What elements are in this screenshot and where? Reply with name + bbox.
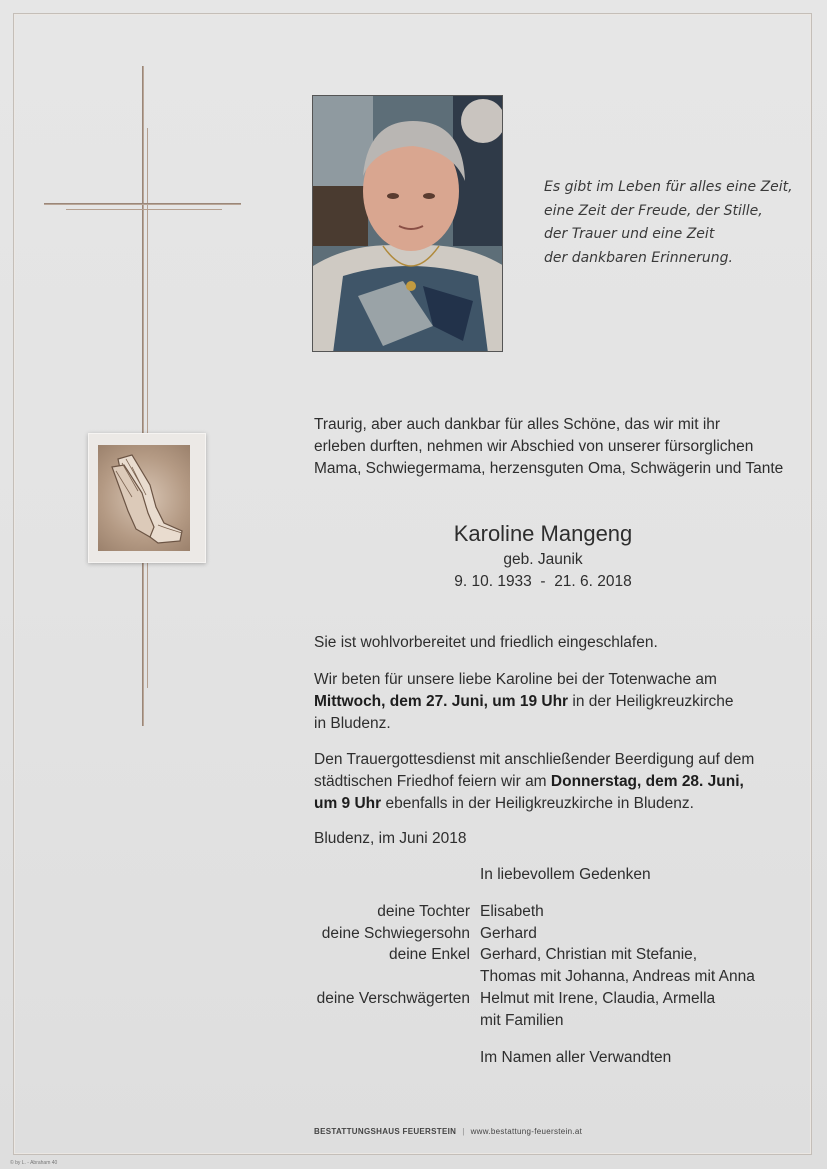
family-role: deine Tochter bbox=[377, 902, 470, 920]
family-opening-row bbox=[290, 864, 810, 886]
maiden-name: geb. Jaunik bbox=[503, 551, 583, 568]
funeral-date: Donnerstag, dem 28. Juni, bbox=[550, 773, 744, 790]
paragraph-funeral bbox=[314, 749, 784, 815]
intro-paragraph bbox=[314, 414, 784, 480]
quote-line: der Trauer und eine Zeit bbox=[544, 226, 715, 242]
image-credit: © by L. - Abraham 40 bbox=[10, 1160, 58, 1166]
footer bbox=[314, 1127, 582, 1136]
quote-line: der dankbaren Erinnerung. bbox=[544, 249, 733, 266]
funeral-time: um 9 Uhr bbox=[314, 795, 382, 812]
paragraph-text bbox=[314, 771, 784, 793]
family-names bbox=[480, 944, 755, 988]
cross-horizontal-line bbox=[44, 203, 241, 205]
place-date bbox=[314, 828, 784, 850]
intro-line: Traurig, aber auch dankbar für alles Schöne, das wir mit ihr bbox=[314, 416, 721, 433]
portrait-photo bbox=[312, 95, 503, 352]
cross-vertical-line bbox=[142, 66, 144, 726]
footer-separator: | bbox=[462, 1127, 465, 1136]
family-name-line: Gerhard, Christian mit Stefanie, bbox=[480, 946, 698, 964]
praying-hands-icon bbox=[98, 445, 190, 551]
paragraph-text: in Bludenz. bbox=[314, 715, 391, 732]
family-row bbox=[290, 944, 810, 988]
family-list bbox=[290, 864, 810, 1068]
cross-horizontal-line-inner bbox=[66, 209, 222, 210]
quote-line: eine Zeit der Freude, der Stille, bbox=[544, 202, 763, 219]
family-row bbox=[290, 988, 810, 1032]
cross-vertical-line-inner bbox=[147, 128, 148, 688]
paragraph-wake bbox=[314, 669, 784, 735]
wake-date: Mittwoch, dem 27. Juni, um 19 Uhr bbox=[314, 693, 569, 710]
family-names bbox=[480, 988, 715, 1032]
family-role: deine Verschwägerten bbox=[316, 989, 470, 1007]
deceased-name: Karoline Mangeng bbox=[453, 521, 633, 546]
paragraph-text: Sie ist wohlvorbereitet und friedlich eingeschlafen. bbox=[314, 634, 658, 651]
life-dates: 9. 10. 1933 - 21. 6. 2018 bbox=[454, 573, 632, 590]
family-name-line: Helmut mit Irene, Claudia, Armella bbox=[480, 989, 716, 1007]
family-name-line: Elisabeth bbox=[480, 902, 544, 920]
family-role: deine Enkel bbox=[388, 946, 470, 964]
family-name-line: Thomas mit Johanna, Andreas mit Anna bbox=[480, 968, 755, 986]
family-name-line: Gerhard bbox=[480, 924, 537, 942]
family-closing: Im Namen aller Verwandten bbox=[480, 1048, 672, 1066]
family-closing-row bbox=[290, 1047, 810, 1069]
praying-hands-tile bbox=[88, 433, 206, 563]
family-row bbox=[290, 923, 810, 945]
intro-line: Mama, Schwiegermama, herzensguten Oma, Schwägerin und Tante bbox=[314, 460, 784, 477]
paragraph-text bbox=[314, 793, 784, 815]
family-row bbox=[290, 901, 810, 923]
paragraph-text-rest: ebenfalls in der Heiligkreuzkirche in Bludenz. bbox=[381, 795, 694, 812]
family-opening: In liebevollem Gedenken bbox=[480, 866, 651, 883]
paragraph-text-start: städtischen Friedhof feiern wir am bbox=[314, 773, 551, 790]
paragraph-text: Wir beten für unsere liebe Karoline bei der Totenwache am bbox=[314, 671, 717, 688]
family-names bbox=[480, 901, 544, 923]
family-name-line: mit Familien bbox=[480, 1011, 564, 1029]
paragraph-text bbox=[314, 691, 784, 713]
family-role: deine Schwiegersohn bbox=[321, 924, 470, 942]
paragraph-text: Den Trauergottesdienst mit anschließender Beerdigung auf dem bbox=[314, 751, 755, 768]
footer-brand: BESTATTUNGSHAUS FEUERSTEIN bbox=[314, 1127, 457, 1136]
footer-website[interactable]: www.bestattung-feuerstein.at bbox=[470, 1127, 583, 1136]
quote-block bbox=[544, 176, 804, 270]
deceased-block bbox=[314, 519, 772, 593]
quote-line: Es gibt im Leben für alles eine Zeit, bbox=[544, 179, 793, 195]
paragraph-text: Bludenz, im Juni 2018 bbox=[314, 830, 467, 847]
paragraph-text-rest: in der Heiligkreuzkirche bbox=[568, 693, 734, 710]
family-names bbox=[480, 923, 537, 945]
paragraph-peaceful bbox=[314, 632, 784, 654]
intro-line: erleben durften, nehmen wir Abschied von unserer fürsorglichen bbox=[314, 438, 754, 455]
